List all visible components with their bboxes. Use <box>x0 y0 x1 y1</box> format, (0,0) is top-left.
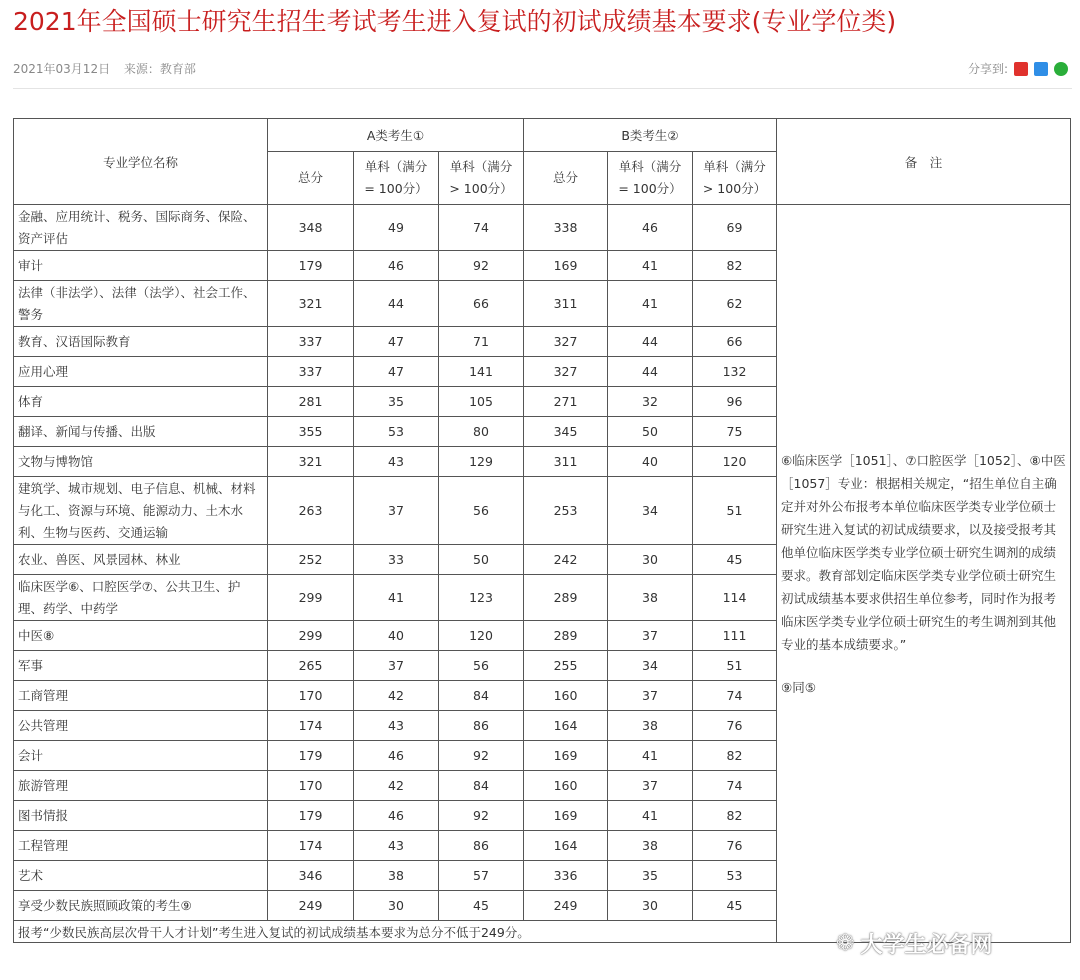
cell-a-eq100: 35 <box>354 387 439 417</box>
cell-major-name: 图书情报 <box>14 801 268 831</box>
header-major-name: 专业学位名称 <box>14 119 268 205</box>
wechat-icon[interactable] <box>1054 62 1068 76</box>
cell-b-eq100: 37 <box>608 771 693 801</box>
cell-b-eq100: 30 <box>608 891 693 921</box>
cell-b-total: 164 <box>524 711 608 741</box>
cell-b-eq100: 34 <box>608 651 693 681</box>
cell-a-total: 170 <box>268 681 354 711</box>
cell-b-gt100: 51 <box>693 651 777 681</box>
cell-b-total: 169 <box>524 801 608 831</box>
cell-major-name: 旅游管理 <box>14 771 268 801</box>
cell-a-total: 174 <box>268 831 354 861</box>
cell-a-eq100: 38 <box>354 861 439 891</box>
cell-b-eq100: 38 <box>608 711 693 741</box>
header-b-gt100: 单科（满分 > 100分） <box>693 152 777 205</box>
cell-b-eq100: 41 <box>608 251 693 281</box>
cell-b-total: 253 <box>524 477 608 545</box>
cell-major-name: 临床医学⑥、口腔医学⑦、公共卫生、护理、药学、中药学 <box>14 575 268 621</box>
cell-a-gt100: 56 <box>439 477 524 545</box>
header-a-gt100: 单科（满分 > 100分） <box>439 152 524 205</box>
cell-b-total: 160 <box>524 771 608 801</box>
cell-major-name: 工程管理 <box>14 831 268 861</box>
cell-b-eq100: 41 <box>608 801 693 831</box>
cell-a-total: 170 <box>268 771 354 801</box>
cell-b-eq100: 37 <box>608 681 693 711</box>
cell-b-total: 160 <box>524 681 608 711</box>
cell-a-gt100: 86 <box>439 711 524 741</box>
cell-b-total: 255 <box>524 651 608 681</box>
cell-a-eq100: 37 <box>354 477 439 545</box>
cell-major-name: 享受少数民族照顾政策的考生⑨ <box>14 891 268 921</box>
remarks-text-2: ⑨同⑤ <box>781 679 816 695</box>
cell-b-gt100: 74 <box>693 771 777 801</box>
cell-b-gt100: 53 <box>693 861 777 891</box>
article-meta <box>13 60 206 77</box>
cell-b-eq100: 34 <box>608 477 693 545</box>
header-a-eq100: 单科（满分 = 100分） <box>354 152 439 205</box>
remarks-cell <box>777 205 1071 943</box>
cell-a-eq100: 47 <box>354 357 439 387</box>
cell-b-gt100: 75 <box>693 417 777 447</box>
cell-a-eq100: 42 <box>354 771 439 801</box>
cell-a-eq100: 37 <box>354 651 439 681</box>
cell-a-gt100: 66 <box>439 281 524 327</box>
cell-a-eq100: 43 <box>354 831 439 861</box>
cell-a-gt100: 92 <box>439 801 524 831</box>
cell-b-eq100: 30 <box>608 545 693 575</box>
cell-b-total: 345 <box>524 417 608 447</box>
cell-b-total: 289 <box>524 621 608 651</box>
cell-a-gt100: 123 <box>439 575 524 621</box>
cell-a-eq100: 33 <box>354 545 439 575</box>
cell-b-eq100: 41 <box>608 741 693 771</box>
cell-major-name: 文物与博物馆 <box>14 447 268 477</box>
cell-a-total: 179 <box>268 741 354 771</box>
watermark <box>836 928 992 959</box>
cell-a-gt100: 57 <box>439 861 524 891</box>
cell-b-gt100: 111 <box>693 621 777 651</box>
header-group-a: A类考生① <box>268 119 524 152</box>
cell-a-total: 252 <box>268 545 354 575</box>
cell-b-gt100: 82 <box>693 741 777 771</box>
cell-a-eq100: 46 <box>354 741 439 771</box>
cell-a-gt100: 86 <box>439 831 524 861</box>
cell-b-gt100: 69 <box>693 205 777 251</box>
cell-b-eq100: 50 <box>608 417 693 447</box>
cell-a-eq100: 46 <box>354 801 439 831</box>
cell-a-eq100: 49 <box>354 205 439 251</box>
cell-a-eq100: 47 <box>354 327 439 357</box>
cell-b-eq100: 44 <box>608 357 693 387</box>
cell-a-total: 179 <box>268 801 354 831</box>
cell-a-total: 355 <box>268 417 354 447</box>
cell-a-gt100: 120 <box>439 621 524 651</box>
header-b-total: 总分 <box>524 152 608 205</box>
cell-a-gt100: 105 <box>439 387 524 417</box>
cell-a-total: 281 <box>268 387 354 417</box>
weibo-icon[interactable] <box>1014 62 1028 76</box>
cell-major-name: 教育、汉语国际教育 <box>14 327 268 357</box>
cell-a-eq100: 46 <box>354 251 439 281</box>
cell-a-eq100: 43 <box>354 711 439 741</box>
cell-b-eq100: 44 <box>608 327 693 357</box>
publish-date: 2021年03月12日 <box>13 62 111 76</box>
cell-major-name: 翻译、新闻与传播、出版 <box>14 417 268 447</box>
cell-b-total: 327 <box>524 357 608 387</box>
cell-major-name: 会计 <box>14 741 268 771</box>
cell-b-gt100: 45 <box>693 891 777 921</box>
cell-b-gt100: 120 <box>693 447 777 477</box>
cell-major-name: 金融、应用统计、税务、国际商务、保险、资产评估 <box>14 205 268 251</box>
cell-a-total: 299 <box>268 575 354 621</box>
cell-a-gt100: 84 <box>439 771 524 801</box>
share-bar <box>968 60 1068 77</box>
qzone-icon[interactable] <box>1034 62 1048 76</box>
cell-a-total: 174 <box>268 711 354 741</box>
cell-major-name: 法律（非法学）、法律（法学）、社会工作、警务 <box>14 281 268 327</box>
cell-a-eq100: 53 <box>354 417 439 447</box>
cell-a-total: 263 <box>268 477 354 545</box>
cell-b-eq100: 41 <box>608 281 693 327</box>
cell-b-total: 169 <box>524 251 608 281</box>
cell-a-total: 321 <box>268 281 354 327</box>
cell-a-eq100: 30 <box>354 891 439 921</box>
cell-major-name: 艺术 <box>14 861 268 891</box>
cell-major-name: 农业、兽医、风景园林、林业 <box>14 545 268 575</box>
cell-a-gt100: 56 <box>439 651 524 681</box>
cell-b-eq100: 46 <box>608 205 693 251</box>
cell-a-total: 348 <box>268 205 354 251</box>
cell-b-eq100: 38 <box>608 575 693 621</box>
cell-a-eq100: 43 <box>354 447 439 477</box>
cell-b-gt100: 82 <box>693 251 777 281</box>
cell-b-gt100: 114 <box>693 575 777 621</box>
cell-a-total: 337 <box>268 327 354 357</box>
watermark-text: 大学生必备网 <box>860 933 993 958</box>
header-group-b: B类考生② <box>524 119 777 152</box>
cell-b-gt100: 62 <box>693 281 777 327</box>
cell-a-gt100: 71 <box>439 327 524 357</box>
cell-b-total: 327 <box>524 327 608 357</box>
page-title: 2021年全国硕士研究生招生考试考生进入复试的初试成绩基本要求(专业学位类) <box>13 7 897 36</box>
cell-a-gt100: 92 <box>439 741 524 771</box>
cell-a-eq100: 44 <box>354 281 439 327</box>
table-row <box>14 205 1071 251</box>
cell-b-total: 311 <box>524 281 608 327</box>
cell-b-gt100: 76 <box>693 711 777 741</box>
cell-b-gt100: 51 <box>693 477 777 545</box>
share-label: 分享到: <box>967 62 1008 76</box>
cell-a-gt100: 84 <box>439 681 524 711</box>
cell-a-gt100: 45 <box>439 891 524 921</box>
cell-a-gt100: 74 <box>439 205 524 251</box>
cell-b-total: 169 <box>524 741 608 771</box>
cell-a-gt100: 50 <box>439 545 524 575</box>
cell-b-total: 164 <box>524 831 608 861</box>
cell-major-name: 建筑学、城市规划、电子信息、机械、材料与化工、资源与环境、能源动力、土木水利、生物与医药、交通运输 <box>14 477 268 545</box>
divider <box>13 88 1072 89</box>
cell-b-gt100: 76 <box>693 831 777 861</box>
cell-b-eq100: 35 <box>608 861 693 891</box>
cell-major-name: 审计 <box>14 251 268 281</box>
remarks-text: ⑥临床医学［1051］、⑦口腔医学［1052］、⑧中医［1057］专业：根据相关规定，“招生单位自主确定并对外公布报考本单位临床医学类专业学位硕士研究生进入复试的初试成绩要求，以及接受报考其他单位临床医学类专业学位硕士研究生调剂的成绩要求。教育部划定临床医学类专业学位硕士研究生初试成绩基本要求供招生单位参考，同时作为报考临床医学类专业学位硕士研究生的考生调剂到其他专业的基本成绩要求。” <box>781 452 1066 652</box>
wechat-logo-icon: ❁ <box>836 931 855 956</box>
cell-b-total: 271 <box>524 387 608 417</box>
header-a-total: 总分 <box>268 152 354 205</box>
cell-b-total: 338 <box>524 205 608 251</box>
cell-major-name: 军事 <box>14 651 268 681</box>
cell-major-name: 公共管理 <box>14 711 268 741</box>
cell-a-gt100: 141 <box>439 357 524 387</box>
cell-b-eq100: 32 <box>608 387 693 417</box>
cell-a-eq100: 41 <box>354 575 439 621</box>
cell-a-total: 321 <box>268 447 354 477</box>
cell-b-total: 249 <box>524 891 608 921</box>
cell-a-gt100: 92 <box>439 251 524 281</box>
cell-b-gt100: 96 <box>693 387 777 417</box>
cell-b-eq100: 40 <box>608 447 693 477</box>
cell-b-total: 311 <box>524 447 608 477</box>
cell-b-total: 242 <box>524 545 608 575</box>
footnote: 报考“少数民族高层次骨干人才计划”考生进入复试的初试成绩基本要求为总分不低于249分。 <box>14 921 777 943</box>
cell-major-name: 应用心理 <box>14 357 268 387</box>
cell-a-total: 299 <box>268 621 354 651</box>
cell-a-total: 265 <box>268 651 354 681</box>
cell-b-gt100: 82 <box>693 801 777 831</box>
cell-a-gt100: 129 <box>439 447 524 477</box>
source: 来源：教育部 <box>123 62 196 76</box>
cell-a-total: 337 <box>268 357 354 387</box>
cell-b-gt100: 66 <box>693 327 777 357</box>
cell-b-gt100: 74 <box>693 681 777 711</box>
cell-b-eq100: 38 <box>608 831 693 861</box>
cell-major-name: 工商管理 <box>14 681 268 711</box>
cell-b-total: 289 <box>524 575 608 621</box>
cell-a-eq100: 40 <box>354 621 439 651</box>
cell-major-name: 体育 <box>14 387 268 417</box>
cell-a-total: 179 <box>268 251 354 281</box>
cell-b-gt100: 132 <box>693 357 777 387</box>
cell-a-total: 249 <box>268 891 354 921</box>
cell-b-total: 336 <box>524 861 608 891</box>
cell-b-eq100: 37 <box>608 621 693 651</box>
cell-a-eq100: 42 <box>354 681 439 711</box>
cell-a-gt100: 80 <box>439 417 524 447</box>
score-table <box>13 118 1071 943</box>
cell-a-total: 346 <box>268 861 354 891</box>
cell-major-name: 中医⑧ <box>14 621 268 651</box>
header-b-eq100: 单科（满分 = 100分） <box>608 152 693 205</box>
cell-b-gt100: 45 <box>693 545 777 575</box>
header-remarks: 备 注 <box>777 119 1071 205</box>
